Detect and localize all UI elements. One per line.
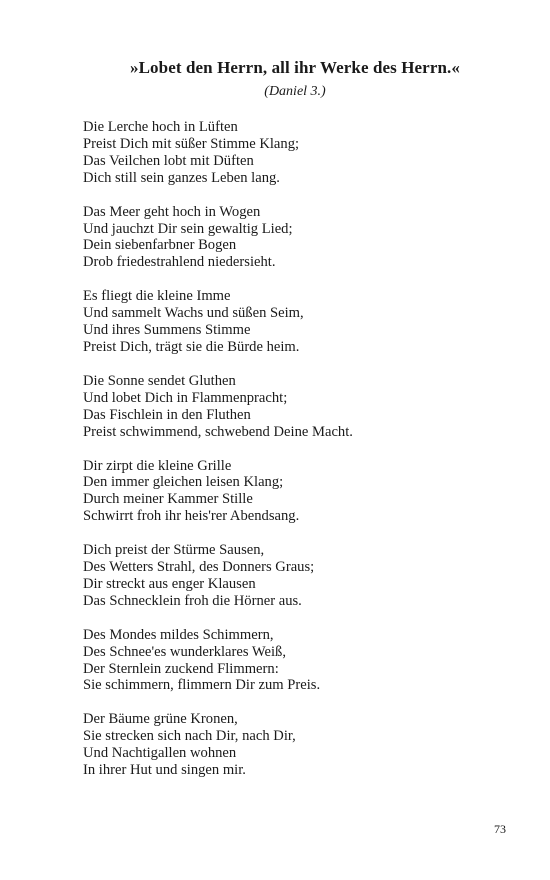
verse-line: Drob friedestrahlend niedersieht.	[83, 254, 276, 271]
verse-line: Dich still sein ganzes Leben lang.	[83, 169, 280, 186]
verse-line: Preist Dich, trägt sie die Bürde heim.	[83, 338, 300, 355]
verse-line: Und jauchzt Dir sein gewaltig Lied;	[83, 220, 293, 237]
stanza	[83, 542, 523, 610]
verse-line: Des Schnee'es wunderklares Weiß,	[83, 643, 287, 660]
stanza	[83, 711, 523, 779]
verse-line: Des Mondes mildes Schimmern,	[83, 626, 274, 643]
poem-body	[83, 119, 523, 796]
verse-line: Durch meiner Kammer Stille	[83, 491, 253, 508]
verse-line: Schwirrt froh ihr heis'rer Abendsang.	[83, 508, 300, 525]
poem-subtitle: (Daniel 3.)	[264, 84, 326, 99]
verse-line: Das Veilchen lobt mit Düften	[83, 152, 254, 169]
verse-line: Des Wetters Strahl, des Donners Graus;	[83, 559, 315, 576]
stanza	[83, 627, 523, 695]
verse-line: Und ihres Summens Stimme	[83, 322, 251, 339]
stanza	[83, 204, 523, 272]
verse-line: Dir zirpt die kleine Grille	[83, 457, 232, 474]
verse-line: Die Lerche hoch in Lüften	[83, 119, 238, 135]
verse-line: Sie strecken sich nach Dir, nach Dir,	[83, 728, 296, 745]
verse-line: Preist Dich mit süßer Stimme Klang;	[83, 135, 300, 152]
verse-line: Der Bäume grüne Kronen,	[83, 711, 238, 728]
verse-line: Die Sonne sendet Gluthen	[83, 372, 236, 389]
verse-line: Preist schwimmend, schwebend Deine Macht.	[83, 423, 353, 440]
verse-line: Den immer gleichen leisen Klang;	[83, 474, 284, 491]
stanza	[83, 373, 523, 441]
verse-line: Und lobet Dich in Flammenpracht;	[83, 389, 288, 406]
verse-line: Sie schimmern, flimmern Dir zum Preis.	[83, 677, 321, 694]
verse-line: Der Sternlein zuckend Flimmern:	[83, 660, 279, 677]
poem-title: »Lobet den Herrn, all ihr Werke des Herrn.«	[130, 58, 460, 77]
verse-line: Dich preist der Stürme Sausen,	[83, 542, 265, 559]
stanza	[83, 458, 523, 526]
verse-line: Und sammelt Wachs und süßen Seim,	[83, 305, 304, 322]
verse-line: Das Meer geht hoch in Wogen	[83, 203, 261, 220]
verse-line: Dein siebenfarbner Bogen	[83, 237, 237, 254]
verse-line: In ihrer Hut und singen mir.	[83, 762, 246, 779]
stanza	[83, 288, 523, 356]
verse-line: Das Fischlein in den Fluthen	[83, 406, 251, 423]
stanza	[83, 119, 523, 187]
page-number: 73	[494, 822, 506, 836]
verse-line: Es fliegt die kleine Imme	[83, 288, 231, 305]
verse-line: Das Schnecklein froh die Hörner aus.	[83, 592, 302, 609]
verse-line: Und Nachtigallen wohnen	[83, 745, 237, 762]
verse-line: Dir streckt aus enger Klausen	[83, 575, 256, 592]
